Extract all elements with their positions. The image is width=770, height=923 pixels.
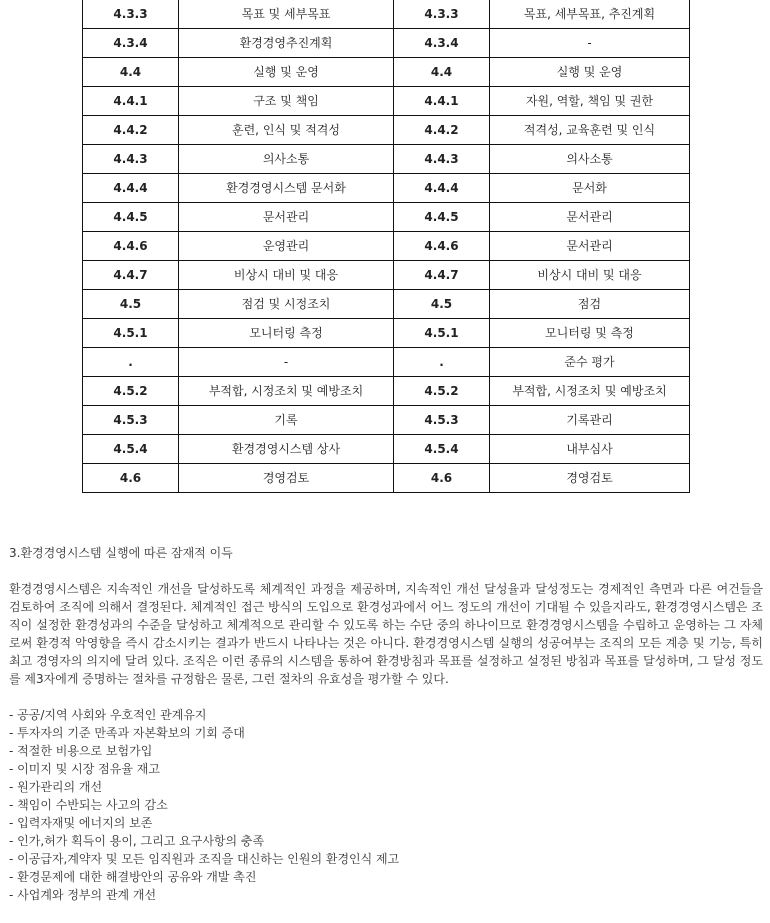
benefit-list-item: - 이공급자,계약자 및 모든 임직원과 조직을 대신하는 인원의 환경인식 제고 bbox=[9, 852, 400, 866]
old-clause-number-cell: 4.4.2 bbox=[83, 116, 179, 145]
old-clause-title-cell: 모니터링 측정 bbox=[179, 319, 394, 348]
old-clause-title-cell: 환경경영추진계획 bbox=[179, 29, 394, 58]
old-clause-title-cell: 점검 및 시정조치 bbox=[179, 290, 394, 319]
old-clause-number-cell: 4.4.3 bbox=[83, 145, 179, 174]
new-clause-title-cell: 내부심사 bbox=[490, 435, 690, 464]
old-clause-number-cell: 4.5.4 bbox=[83, 435, 179, 464]
table-row bbox=[83, 377, 690, 406]
old-clause-title-cell: 실행 및 운영 bbox=[179, 58, 394, 87]
body-paragraph: 환경경영시스템은 지속적인 개선을 달성하도록 체계적인 과정을 제공하며, 지속적인 개선 달성율과 달성정도는 경제적인 측면과 다른 여건들을 검토하여 조직에 의해서 결정된다. 체계적인 접근 방식의 도입으로 환경성과에서 어느 정도의 개선이 기대될 수 있을지라도, 환경경영시스템은 조직이 설정한 환경성과의 수준을 달성하고 체계적으로 관리할 수 있도록 하는 수단 중의 하나이므로 환경경영시스템을 수립하고 운영하는 그 자체로써 환경적 악영향을 즉시 감소시키는 결과가 반드시 나타나는 것은 아니다. 환경경영시스템 실행의 성공여부는 조직의 모든 계층 및 기능, 특히 최고 경영자의 의지에 달려 있다. 조직은 이런 종류의 시스템을 통하여 환경방침과 목표를 설정하고 설정된 방침과 목표를 달성하며, 그 달성 정도를 제3자에게 증명하는 절차를 규정함은 물론, 그런 절차의 유효성을 평가할 수 있다. bbox=[9, 582, 763, 686]
new-clause-title-cell: 점검 bbox=[490, 290, 690, 319]
old-clause-number-cell: 4.5.2 bbox=[83, 377, 179, 406]
benefit-list-item: - 투자자의 기준 만족과 자본확보의 기회 증대 bbox=[9, 726, 245, 740]
old-clause-number-cell: 4.3.4 bbox=[83, 29, 179, 58]
article-body bbox=[9, 544, 763, 904]
old-clause-number-cell: 4.5.3 bbox=[83, 406, 179, 435]
new-clause-title-cell: 비상시 대비 및 대응 bbox=[490, 261, 690, 290]
table-row bbox=[83, 232, 690, 261]
old-clause-title-cell: 환경경영시스템 문서화 bbox=[179, 174, 394, 203]
benefit-list-item: - 인가,허가 획득이 용이, 그리고 요구사항의 충족 bbox=[9, 834, 265, 848]
benefit-list-item: - 환경문제에 대한 해결방안의 공유와 개발 촉진 bbox=[9, 870, 257, 884]
new-clause-number-cell: 4.4.3 bbox=[394, 145, 490, 174]
benefit-list-item: - 책임이 수반되는 사고의 감소 bbox=[9, 798, 168, 812]
old-clause-title-cell: - bbox=[179, 348, 394, 377]
clause-comparison-table bbox=[82, 0, 690, 493]
table-row bbox=[83, 319, 690, 348]
new-clause-number-cell: 4.5.4 bbox=[394, 435, 490, 464]
old-clause-title-cell: 운영관리 bbox=[179, 232, 394, 261]
table-row bbox=[83, 58, 690, 87]
new-clause-number-cell: 4.5.1 bbox=[394, 319, 490, 348]
benefit-list-item: - 공공/지역 사회와 우호적인 관계유지 bbox=[9, 708, 207, 722]
old-clause-number-cell: 4.4.7 bbox=[83, 261, 179, 290]
new-clause-number-cell: 4.5.2 bbox=[394, 377, 490, 406]
old-clause-title-cell: 문서관리 bbox=[179, 203, 394, 232]
new-clause-number-cell: 4.4.6 bbox=[394, 232, 490, 261]
new-clause-title-cell: 준수 평가 bbox=[490, 348, 690, 377]
new-clause-title-cell: 자원, 역할, 책임 및 권한 bbox=[490, 87, 690, 116]
table-row bbox=[83, 145, 690, 174]
table-row bbox=[83, 116, 690, 145]
table-row bbox=[83, 435, 690, 464]
table-row bbox=[83, 0, 690, 29]
table-row bbox=[83, 261, 690, 290]
new-clause-number-cell: 4.5 bbox=[394, 290, 490, 319]
new-clause-title-cell: 의사소통 bbox=[490, 145, 690, 174]
new-clause-number-cell: 4.4.5 bbox=[394, 203, 490, 232]
clause-comparison-table-wrapper bbox=[82, 0, 689, 493]
table-row bbox=[83, 203, 690, 232]
old-clause-number-cell: 4.5.1 bbox=[83, 319, 179, 348]
benefit-list-item: - 이미지 및 시장 점유율 재고 bbox=[9, 762, 160, 776]
new-clause-number-cell: . bbox=[394, 348, 490, 377]
new-clause-title-cell: 부적합, 시정조치 및 예방조치 bbox=[490, 377, 690, 406]
new-clause-title-cell: 적격성, 교육훈련 및 인식 bbox=[490, 116, 690, 145]
old-clause-title-cell: 비상시 대비 및 대응 bbox=[179, 261, 394, 290]
new-clause-title-cell: 모니터링 및 측정 bbox=[490, 319, 690, 348]
old-clause-title-cell: 훈련, 인식 및 적격성 bbox=[179, 116, 394, 145]
new-clause-number-cell: 4.3.3 bbox=[394, 0, 490, 29]
new-clause-number-cell: 4.4.1 bbox=[394, 87, 490, 116]
table-row bbox=[83, 87, 690, 116]
table-row bbox=[83, 29, 690, 58]
old-clause-title-cell: 목표 및 세부목표 bbox=[179, 0, 394, 29]
benefit-list-item: - 원가관리의 개선 bbox=[9, 780, 103, 794]
old-clause-number-cell: 4.4.6 bbox=[83, 232, 179, 261]
new-clause-number-cell: 4.4.4 bbox=[394, 174, 490, 203]
new-clause-title-cell: 실행 및 운영 bbox=[490, 58, 690, 87]
new-clause-number-cell: 4.4 bbox=[394, 58, 490, 87]
benefit-list-item: - 입력자재및 에너지의 보존 bbox=[9, 816, 153, 830]
old-clause-number-cell: 4.5 bbox=[83, 290, 179, 319]
old-clause-title-cell: 환경경영시스템 상사 bbox=[179, 435, 394, 464]
new-clause-title-cell: 목표, 세부목표, 추진계획 bbox=[490, 0, 690, 29]
new-clause-title-cell: 문서관리 bbox=[490, 203, 690, 232]
old-clause-number-cell: 4.3.3 bbox=[83, 0, 179, 29]
old-clause-title-cell: 경영검토 bbox=[179, 464, 394, 493]
old-clause-number-cell: 4.6 bbox=[83, 464, 179, 493]
new-clause-title-cell: 경영검토 bbox=[490, 464, 690, 493]
benefit-list-item: - 사업계와 정부의 관계 개선 bbox=[9, 888, 157, 902]
table-row bbox=[83, 174, 690, 203]
old-clause-title-cell: 구조 및 책임 bbox=[179, 87, 394, 116]
old-clause-number-cell: 4.4.5 bbox=[83, 203, 179, 232]
old-clause-title-cell: 의사소통 bbox=[179, 145, 394, 174]
table-row bbox=[83, 406, 690, 435]
old-clause-title-cell: 부적합, 시정조치 및 예방조치 bbox=[179, 377, 394, 406]
benefit-list-item: - 적절한 비용으로 보험가입 bbox=[9, 744, 153, 758]
old-clause-number-cell: 4.4.1 bbox=[83, 87, 179, 116]
new-clause-title-cell: 문서화 bbox=[490, 174, 690, 203]
new-clause-number-cell: 4.6 bbox=[394, 464, 490, 493]
new-clause-number-cell: 4.3.4 bbox=[394, 29, 490, 58]
old-clause-number-cell: 4.4 bbox=[83, 58, 179, 87]
new-clause-number-cell: 4.4.7 bbox=[394, 261, 490, 290]
table-row bbox=[83, 348, 690, 377]
old-clause-number-cell: 4.4.4 bbox=[83, 174, 179, 203]
table-body bbox=[83, 0, 690, 493]
new-clause-title-cell: - bbox=[490, 29, 690, 58]
new-clause-title-cell: 문서관리 bbox=[490, 232, 690, 261]
new-clause-number-cell: 4.4.2 bbox=[394, 116, 490, 145]
section-heading: 3.환경경영시스템 실행에 따른 잠재적 이득 bbox=[9, 546, 233, 560]
new-clause-number-cell: 4.5.3 bbox=[394, 406, 490, 435]
old-clause-title-cell: 기록 bbox=[179, 406, 394, 435]
table-row bbox=[83, 464, 690, 493]
benefit-list bbox=[9, 706, 763, 904]
new-clause-title-cell: 기록관리 bbox=[490, 406, 690, 435]
table-row bbox=[83, 290, 690, 319]
old-clause-number-cell: . bbox=[83, 348, 179, 377]
